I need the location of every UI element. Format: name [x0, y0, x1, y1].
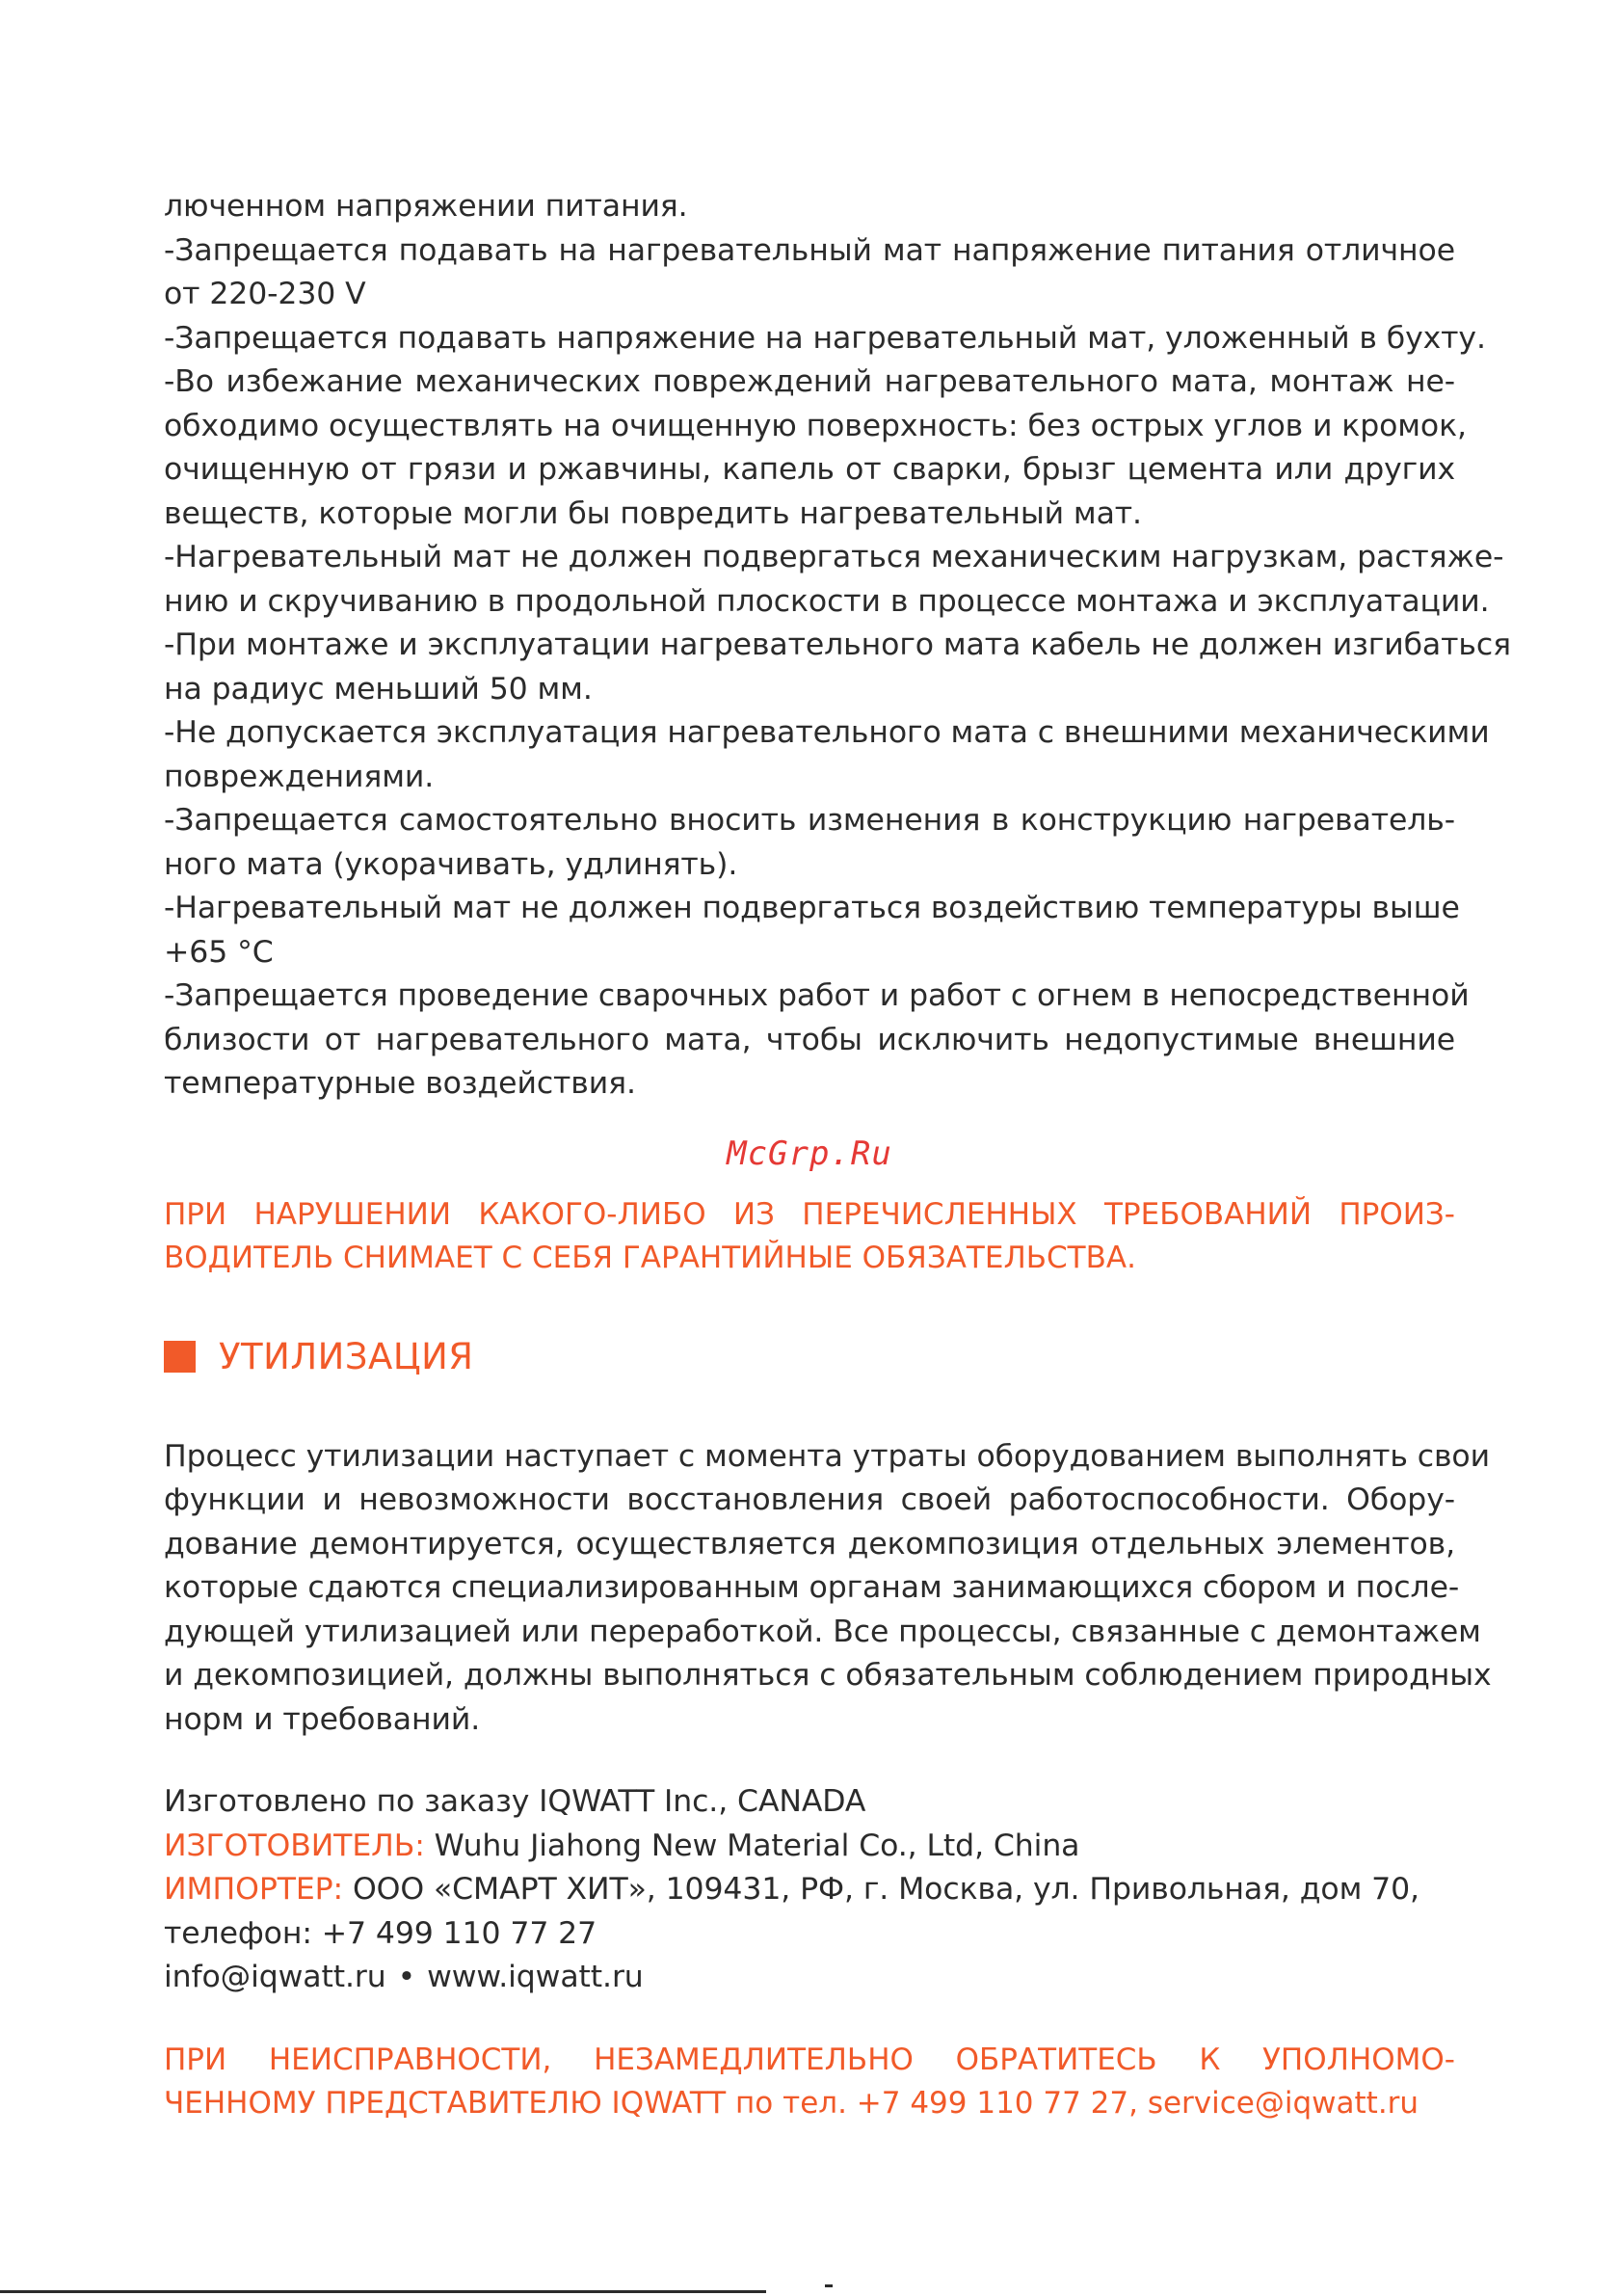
- watermark: McGrp.Ru: [727, 1134, 892, 1173]
- rule-line: -При монтаже и эксплуатации нагревательного мата кабель не должен изгибаться: [164, 627, 1511, 662]
- disposal-text: [164, 1435, 1492, 1743]
- disposal-line: которые сдаются специализированным органам занимающихся сбором и после-: [164, 1570, 1460, 1605]
- rule-line: близости от нагревательного мата, чтобы исключить недопустимые внешние: [164, 1022, 1455, 1057]
- warranty-warning-line: ВОДИТЕЛЬ СНИМАЕТ С СЕБЯ ГАРАНТИЙНЫЕ ОБЯЗАТЕЛЬСТВА.: [164, 1241, 1136, 1275]
- document-page: [164, 185, 1511, 2126]
- email-link[interactable]: info@iqwatt.ru: [164, 1960, 386, 1994]
- page-edge-mark: [825, 2284, 833, 2287]
- rule-line: -Запрещается подавать на нагревательный мат напряжение питания отличное: [164, 232, 1455, 268]
- service-notice-caps: ЧЕННОМУ ПРЕДСТАВИТЕЛЮ IQWATT: [164, 2086, 727, 2121]
- maker-label: ИЗГОТОВИТЕЛЬ:: [164, 1828, 425, 1863]
- phone: телефон: +7 499 110 77 27: [164, 1915, 597, 1951]
- rule-line: веществ, которые могли бы повредить нагревательный мат.: [164, 495, 1142, 531]
- disposal-heading: [164, 1333, 1455, 1381]
- disposal-line: Процесс утилизации наступает с момента утраты оборудованием выполнять свои: [164, 1438, 1490, 1474]
- rules-list: [164, 185, 1511, 1107]
- rule-line: -Запрещается подавать напряжение на нагревательный мат, уложенный в бухту.: [164, 320, 1486, 356]
- service-notice-contacts: по тел. +7 499 110 77 27, service@iqwatt.ru: [726, 2086, 1419, 2121]
- maker-line: [164, 1825, 1455, 1869]
- warranty-warning-line: ПРИ НАРУШЕНИИ КАКОГО-ЛИБО ИЗ ПЕРЕЧИСЛЕННЫХ ТРЕБОВАНИЙ ПРОИЗ-: [164, 1196, 1455, 1232]
- rule-line: -Во избежание механических повреждений нагревательного мата, монтаж не-: [164, 364, 1455, 399]
- rule-line: лючeнном напряжении питания.: [164, 189, 688, 224]
- section-title: УТИЛИЗАЦИЯ: [219, 1335, 474, 1377]
- bullet-separator: •: [397, 1960, 416, 1994]
- rule-line: от 220-230 V: [164, 277, 366, 311]
- rule-line: -Не допускается эксплуатация нагревательного мата с внешними механическими: [164, 715, 1490, 750]
- rule-line: -Нагревательный мат не должен подвергаться воздействию температуры выше: [164, 891, 1460, 925]
- manufacturer-info: [164, 1780, 1455, 2000]
- rule-line: очищенную от грязи и ржавчины, капель от сварки, брызг цемента или других: [164, 452, 1455, 487]
- rule-line: нию и скручиванию в продольной плоскости в процессе монтажа и эксплуатации.: [164, 583, 1490, 619]
- service-notice-line: [164, 2082, 1455, 2126]
- page-divider: [0, 2290, 766, 2293]
- service-notice-line: ПРИ НЕИСПРАВНОСТИ, НЕЗАМЕДЛИТЕЛЬНО ОБРАТИТЕСЬ К УПОЛНОМО-: [164, 2042, 1455, 2077]
- importer-label: ИМПОРТЕР:: [164, 1872, 344, 1907]
- disposal-line: и декомпозицией, должны выполняться с обязательным соблюдением природных: [164, 1658, 1492, 1693]
- ordered-by: Изготовлено по заказу IQWATT Inc., CANADA: [164, 1784, 866, 1819]
- rule-line: температурные воздействия.: [164, 1066, 636, 1101]
- service-notice: [164, 2039, 1455, 2126]
- warranty-warning: [164, 1193, 1455, 1281]
- disposal-line: функции и невозможности восстановления своей работоспособности. Обору-: [164, 1482, 1455, 1517]
- rule-line: -Нагревательный мат не должен подвергаться механическим нагрузкам, растяже-: [164, 540, 1504, 574]
- disposal-line: норм и требований.: [164, 1701, 481, 1737]
- contacts-line: [164, 1956, 1455, 2000]
- rule-line: на радиус меньший 50 мм.: [164, 671, 593, 707]
- importer-line: [164, 1868, 1455, 1912]
- rule-line: -Запрещается самостоятельно вносить изменения в конструкцию нагреватель-: [164, 803, 1455, 838]
- disposal-line: дующей утилизацией или переработкой. Все процессы, связанные с демонтажем: [164, 1614, 1481, 1649]
- rule-line: повреждениями.: [164, 759, 435, 794]
- rule-line: обходимо осуществлять на очищенную поверхность: без острых углов и кромок,: [164, 408, 1467, 443]
- importer-value: ООО «СМАРТ ХИТ», 109431, РФ, г. Москва, ул. Привольная, дом 70,: [343, 1872, 1419, 1907]
- rule-line: -Запрещается проведение сварочных работ и работ с огнем в непосредственной: [164, 978, 1470, 1013]
- maker-value: Wuhu Jiahong New Material Co., Ltd, China: [424, 1828, 1080, 1863]
- section-marker-icon: [164, 1341, 196, 1373]
- rule-line: ного мата (укорачивать, удлинять).: [164, 846, 738, 882]
- website-link[interactable]: www.iqwatt.ru: [427, 1960, 644, 1994]
- rule-line: +65 °С: [164, 934, 274, 970]
- disposal-line: дование демонтируется, осуществляется декомпозиция отдельных элементов,: [164, 1526, 1455, 1562]
